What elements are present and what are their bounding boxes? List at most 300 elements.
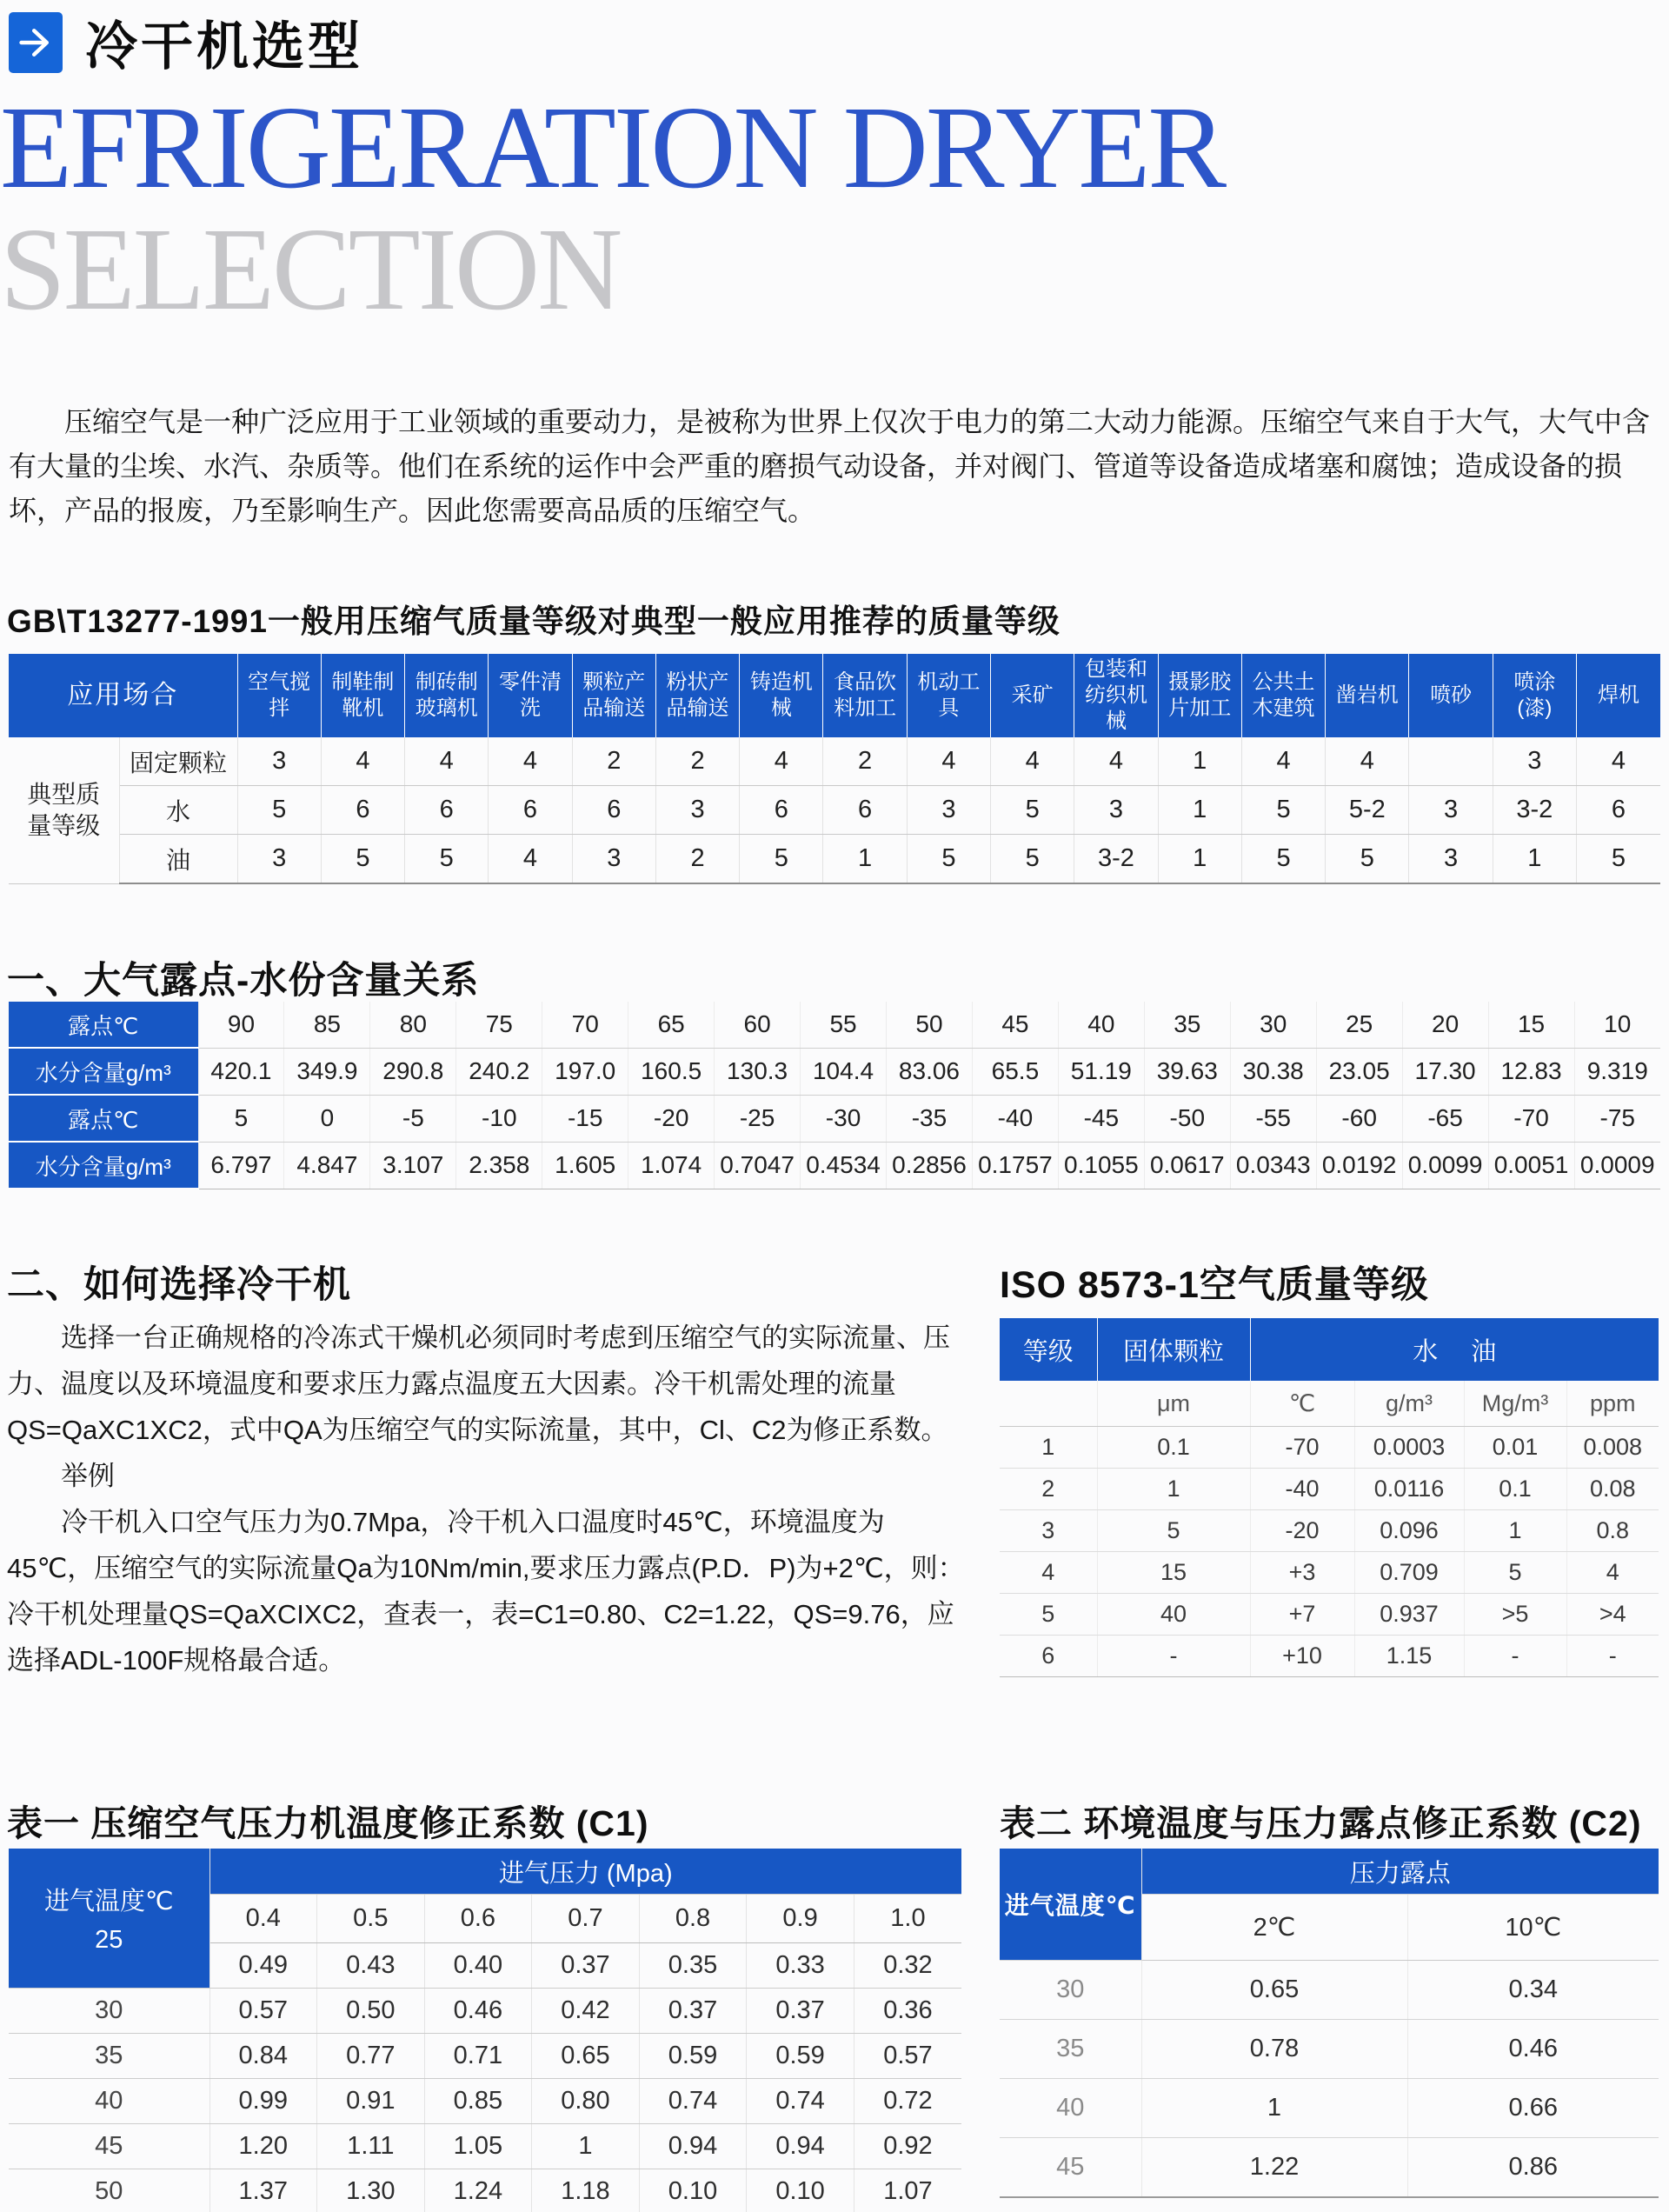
iso-subheader-cell: Mg/m³ <box>1464 1381 1566 1427</box>
page-title: 冷干机选型 <box>85 17 363 76</box>
gb-value-cell: 3 <box>237 835 321 884</box>
dew-value-cell: 0.4534 <box>801 1142 887 1189</box>
c1-table-row <box>9 2124 961 2169</box>
c1-value-cell: 0.74 <box>639 2079 747 2124</box>
c1-value-cell: 0.91 <box>317 2079 425 2124</box>
gb-column-header: 零件清洗 <box>489 654 572 737</box>
gb-value-cell: 3 <box>1409 835 1493 884</box>
iso-value-cell: - <box>1464 1636 1566 1677</box>
gb-value-cell: 4 <box>489 835 572 884</box>
gb-value-cell: 5 <box>1241 786 1325 835</box>
dew-value-cell: 0.0009 <box>1574 1142 1660 1189</box>
iso-value-cell: 0.937 <box>1354 1594 1464 1636</box>
c1-value-cell: 0.94 <box>639 2124 747 2169</box>
c1-value-cell: 0.32 <box>854 1943 961 1989</box>
iso-table-row <box>1000 1469 1659 1510</box>
dew-value-cell: 5 <box>198 1095 284 1142</box>
iso-value-cell: >5 <box>1464 1594 1566 1636</box>
dew-point-table <box>9 1002 1660 1189</box>
dew-value-cell: 0.1757 <box>972 1142 1058 1189</box>
iso-value-cell: +7 <box>1250 1594 1354 1636</box>
iso-value-cell: 0.709 <box>1354 1552 1464 1594</box>
dew-value-cell: 25 <box>1316 1002 1402 1048</box>
iso-value-cell: 0.8 <box>1566 1510 1659 1552</box>
c1-value-cell: 1.20 <box>209 2124 317 2169</box>
gb-value-cell: 2 <box>655 737 739 786</box>
gb-value-cell: 4 <box>1241 737 1325 786</box>
iso-value-cell: 1 <box>1464 1510 1566 1552</box>
iso-value-cell: -70 <box>1250 1427 1354 1469</box>
iso-subheader-row <box>1000 1381 1659 1427</box>
gb-column-header: 摄影胶片加工 <box>1158 654 1241 737</box>
c1-value-cell: 1.07 <box>854 2169 961 2212</box>
dew-value-cell: 1.605 <box>542 1142 628 1189</box>
c1-value-cell: 0.84 <box>209 2034 317 2079</box>
dew-value-cell: 1.074 <box>628 1142 715 1189</box>
dew-value-cell: -15 <box>542 1095 628 1142</box>
iso-subheader-cell: μm <box>1097 1381 1250 1427</box>
c1-value-cell: 0.59 <box>639 2034 747 2079</box>
dew-value-cell: -10 <box>456 1095 542 1142</box>
dew-value-cell: 0 <box>284 1095 370 1142</box>
c1-value-cell: 0.72 <box>854 2079 961 2124</box>
dew-value-cell: 90 <box>198 1002 284 1048</box>
iso-water-oil-header: 水 油 <box>1250 1318 1659 1381</box>
iso-particles-header: 固体颗粒 <box>1097 1318 1250 1381</box>
dew-value-cell: -30 <box>801 1095 887 1142</box>
c1-value-cell: 1.18 <box>532 2169 640 2212</box>
gb-value-cell: 6 <box>740 786 823 835</box>
gb-value-cell: 3 <box>237 737 321 786</box>
gb-column-header: 空气搅拌 <box>237 654 321 737</box>
gb-table-title: GB\T13277-1991一般用压缩气质量等级对典型一般应用推荐的质量等级 <box>7 603 1061 639</box>
dew-value-cell: -55 <box>1230 1095 1316 1142</box>
gb-value-cell: 4 <box>1577 737 1661 786</box>
gb-value-cell: 6 <box>489 786 572 835</box>
gb-value-cell: 5 <box>321 835 404 884</box>
dew-value-cell: 6.797 <box>198 1142 284 1189</box>
gb-column-header: 包装和纺织机械 <box>1074 654 1158 737</box>
iso-value-cell: - <box>1097 1636 1250 1677</box>
c1-table-row <box>9 2034 961 2079</box>
c1-value-cell: 0.59 <box>747 2034 854 2079</box>
dew-value-cell: 130.3 <box>715 1048 801 1095</box>
gb-value-cell: 6 <box>1577 786 1661 835</box>
gb-value-cell: 3-2 <box>1074 835 1158 884</box>
gb-table-row <box>9 835 1660 884</box>
gb-value-cell: 3 <box>572 835 655 884</box>
c2-value-cell: 0.65 <box>1141 1961 1407 2020</box>
c1-value-cell: 0.10 <box>639 2169 747 2212</box>
dew-value-cell: 15 <box>1488 1002 1574 1048</box>
dew-value-cell: 23.05 <box>1316 1048 1402 1095</box>
c1-pressure-cell: 0.7 <box>532 1895 640 1943</box>
c1-value-cell: 0.50 <box>317 1989 425 2034</box>
c1-value-cell: 0.99 <box>209 2079 317 2124</box>
dew-value-cell: 10 <box>1574 1002 1660 1048</box>
iso-value-cell: 0.096 <box>1354 1510 1464 1552</box>
c1-value-cell: 0.74 <box>747 2079 854 2124</box>
c2-subheader-cell: 2℃ <box>1141 1895 1407 1961</box>
gb-value-cell: 5 <box>1241 835 1325 884</box>
iso-air-quality-table <box>1000 1318 1659 1677</box>
iso-value-cell: 0.0116 <box>1354 1469 1464 1510</box>
c2-row-label: 35 <box>1000 2020 1141 2079</box>
c2-table-row <box>1000 1961 1659 2020</box>
gb-value-cell: 5-2 <box>1326 786 1409 835</box>
c1-row-label: 40 <box>9 2079 209 2124</box>
c2-dewpoint-header: 压力露点 <box>1141 1849 1659 1895</box>
c1-value-cell: 0.33 <box>747 1943 854 1989</box>
gb-value-cell: 6 <box>572 786 655 835</box>
dew-value-cell: -5 <box>370 1095 456 1142</box>
dew-value-cell: 17.30 <box>1402 1048 1488 1095</box>
iso-table-row <box>1000 1510 1659 1552</box>
dew-value-cell: -70 <box>1488 1095 1574 1142</box>
gb-value-cell: 4 <box>907 737 990 786</box>
section2-text <box>7 1315 970 1683</box>
iso-value-cell: - <box>1566 1636 1659 1677</box>
dew-value-cell: 51.19 <box>1058 1048 1144 1095</box>
dew-value-cell: 240.2 <box>456 1048 542 1095</box>
c2-value-cell: 0.86 <box>1407 2138 1659 2198</box>
c1-value-cell: 0.43 <box>317 1943 425 1989</box>
c1-value-cell: 0.35 <box>639 1943 747 1989</box>
gb-column-header: 焊机 <box>1577 654 1661 737</box>
dew-value-cell: 83.06 <box>887 1048 973 1095</box>
gb-column-header: 凿岩机 <box>1326 654 1409 737</box>
c1-value-cell: 0.77 <box>317 2034 425 2079</box>
dew-value-cell: 3.107 <box>370 1142 456 1189</box>
gb-column-header: 食品饮料加工 <box>823 654 907 737</box>
gb-corner-header: 应用场合 <box>9 654 237 737</box>
dew-value-cell: 4.847 <box>284 1142 370 1189</box>
iso-table-row <box>1000 1552 1659 1594</box>
c1-value-cell: 0.71 <box>424 2034 532 2079</box>
dew-value-cell: 60 <box>715 1002 801 1048</box>
iso-value-cell: 1.15 <box>1354 1636 1464 1677</box>
c2-table-row <box>1000 2020 1659 2079</box>
c2-value-cell: 0.66 <box>1407 2079 1659 2138</box>
iso-value-cell: 0.0003 <box>1354 1427 1464 1469</box>
dew-value-cell: 65 <box>628 1002 715 1048</box>
c2-value-cell: 0.34 <box>1407 1961 1659 2020</box>
c1-corner-value: 25 <box>95 1926 123 1954</box>
dew-value-cell: 30 <box>1230 1002 1316 1048</box>
gb-value-cell: 1 <box>1158 737 1241 786</box>
dew-value-cell: 0.0099 <box>1402 1142 1488 1189</box>
c1-value-cell: 0.85 <box>424 2079 532 2124</box>
gb-column-header: 公共土木建筑 <box>1241 654 1325 737</box>
c1-value-cell: 1.05 <box>424 2124 532 2169</box>
c1-value-cell: 1.30 <box>317 2169 425 2212</box>
gb-column-header: 颗粒产品输送 <box>572 654 655 737</box>
gb-value-cell: 4 <box>1326 737 1409 786</box>
gb-value-cell: 3 <box>1493 737 1576 786</box>
iso-value-cell: +3 <box>1250 1552 1354 1594</box>
gb-value-cell: 6 <box>405 786 489 835</box>
title-english-line1: EFRIGERATION DRYER <box>0 83 1225 213</box>
gb-column-header: 喷涂(漆) <box>1493 654 1576 737</box>
c2-subheader-cell: 10℃ <box>1407 1895 1659 1961</box>
c1-corner-cell <box>9 1849 209 1989</box>
gb-value-cell: 3-2 <box>1493 786 1576 835</box>
iso-value-cell: 0.008 <box>1566 1427 1659 1469</box>
dew-value-cell: 45 <box>972 1002 1058 1048</box>
iso-value-cell: 6 <box>1000 1636 1097 1677</box>
dew-value-cell: 0.0192 <box>1316 1142 1402 1189</box>
iso-value-cell: 2 <box>1000 1469 1097 1510</box>
dew-value-cell: 35 <box>1144 1002 1230 1048</box>
c2-value-cell: 1.22 <box>1141 2138 1407 2198</box>
iso-value-cell: 1 <box>1000 1427 1097 1469</box>
iso-value-cell: +10 <box>1250 1636 1354 1677</box>
c2-table-row <box>1000 2138 1659 2198</box>
c1-table-row <box>9 2169 961 2212</box>
iso-table-row <box>1000 1636 1659 1677</box>
gb-row-label: 水 <box>119 786 237 835</box>
gb-value-cell: 5 <box>991 786 1074 835</box>
dew-value-cell: 0.0617 <box>1144 1142 1230 1189</box>
arrow-right-icon <box>9 12 63 73</box>
gb-column-header: 粉状产品输送 <box>655 654 739 737</box>
dew-value-cell: -65 <box>1402 1095 1488 1142</box>
c1-row-label: 30 <box>9 1989 209 2034</box>
gb-value-cell: 2 <box>572 737 655 786</box>
c1-value-cell: 1.11 <box>317 2124 425 2169</box>
c1-value-cell: 0.57 <box>209 1989 317 2034</box>
c1-value-cell: 0.92 <box>854 2124 961 2169</box>
dew-value-cell: 0.1055 <box>1058 1142 1144 1189</box>
iso-value-cell: -40 <box>1250 1469 1354 1510</box>
iso-value-cell: 0.01 <box>1464 1427 1566 1469</box>
dew-value-cell: 80 <box>370 1002 456 1048</box>
c1-value-cell: 0.36 <box>854 1989 961 2034</box>
gb-table-row <box>9 737 1660 786</box>
iso-table-row <box>1000 1594 1659 1636</box>
gb-column-header: 铸造机械 <box>740 654 823 737</box>
iso-value-cell: 4 <box>1000 1552 1097 1594</box>
iso-value-cell: 1 <box>1097 1469 1250 1510</box>
gb-value-cell: 4 <box>405 737 489 786</box>
iso-value-cell: 5 <box>1097 1510 1250 1552</box>
c1-value-cell: 0.57 <box>854 2034 961 2079</box>
c1-value-cell: 0.37 <box>639 1989 747 2034</box>
c1-row-label: 35 <box>9 2034 209 2079</box>
iso-value-cell: 3 <box>1000 1510 1097 1552</box>
c2-row-label: 40 <box>1000 2079 1141 2138</box>
selection-paragraph-3: 冷干机入口空气压力为0.7Mpa，冷干机入口温度时45℃，环境温度为45℃，压缩空气的实际流量Qa为10Nm/min,要求压力露点(P.D．P)为+2℃，则：冷干机处理量QS=QaXCIXC2，查表一，表=C1=0.80、C2=1.22，QS=9.76，应选择ADL-100F规格最合适。 <box>7 1507 965 1676</box>
gb-value-cell: 3 <box>1074 786 1158 835</box>
iso-subheader-cell: g/m³ <box>1354 1381 1464 1427</box>
c1-pressure-cell: 0.9 <box>747 1895 854 1943</box>
c2-correction-table <box>1000 1849 1659 2198</box>
dew-value-cell: 160.5 <box>628 1048 715 1095</box>
dew-value-cell: 0.7047 <box>715 1142 801 1189</box>
c2-table-row <box>1000 2079 1659 2138</box>
gb-value-cell: 3 <box>907 786 990 835</box>
gb-row-label: 油 <box>119 835 237 884</box>
c2-value-cell: 0.78 <box>1141 2020 1407 2079</box>
c1-corner-label: 进气温度℃ <box>43 1888 174 1916</box>
gb-value-cell: 5 <box>991 835 1074 884</box>
gb-column-header: 喷砂 <box>1409 654 1493 737</box>
section2-title: 二、如何选择冷干机 <box>7 1264 351 1306</box>
gb-value-cell: 5 <box>740 835 823 884</box>
table2-title: 表二 环境温度与压力露点修正系数 (C2) <box>1000 1803 1642 1843</box>
dew-value-cell: 30.38 <box>1230 1048 1316 1095</box>
c2-corner-cell: 进气温度℃ <box>1000 1849 1141 1961</box>
c1-value-cell: 1 <box>532 2124 640 2169</box>
gb-column-header: 机动工具 <box>907 654 990 737</box>
gb-value-cell: 3 <box>1409 786 1493 835</box>
gb-value-cell: 1 <box>1158 835 1241 884</box>
dew-value-cell: 85 <box>284 1002 370 1048</box>
dew-value-cell: -20 <box>628 1095 715 1142</box>
c1-value-cell: 0.37 <box>532 1943 640 1989</box>
iso-value-cell: 0.1 <box>1097 1427 1250 1469</box>
dew-value-cell: 290.8 <box>370 1048 456 1095</box>
dew-value-cell: 75 <box>456 1002 542 1048</box>
gb-value-cell: 1 <box>1158 786 1241 835</box>
iso-value-cell: 40 <box>1097 1594 1250 1636</box>
dew-table-row <box>9 1048 1660 1095</box>
iso-table-row <box>1000 1427 1659 1469</box>
c1-pressure-cell: 1.0 <box>854 1895 961 1943</box>
dew-row-label: 水分含量g/m³ <box>9 1048 198 1095</box>
dew-value-cell: 0.0051 <box>1488 1142 1574 1189</box>
dew-value-cell: -60 <box>1316 1095 1402 1142</box>
table1-title: 表一 压缩空气压力机温度修正系数 (C1) <box>7 1803 649 1843</box>
iso-value-cell: >4 <box>1566 1594 1659 1636</box>
gb-value-cell: 6 <box>321 786 404 835</box>
dew-value-cell: 0.0343 <box>1230 1142 1316 1189</box>
gb-value-cell: 5 <box>1577 835 1661 884</box>
title-english-line2: SELECTION <box>0 204 621 335</box>
c2-value-cell: 1 <box>1141 2079 1407 2138</box>
gb-value-cell: 4 <box>321 737 404 786</box>
dew-value-cell: 197.0 <box>542 1048 628 1095</box>
dew-value-cell: 12.83 <box>1488 1048 1574 1095</box>
c1-row-label: 50 <box>9 2169 209 2212</box>
c1-value-cell: 0.94 <box>747 2124 854 2169</box>
dew-value-cell: 65.5 <box>972 1048 1058 1095</box>
c1-row-label: 45 <box>9 2124 209 2169</box>
dew-value-cell: -40 <box>972 1095 1058 1142</box>
gb-value-cell: 5 <box>405 835 489 884</box>
gb-value-cell: 5 <box>907 835 990 884</box>
intro-paragraph: 压缩空气是一种广泛应用于工业领域的重要动力，是被称为世界上仅次于电力的第二大动力能源。压缩空气来自于大气，大气中含有大量的尘埃、水汽、杂质等。他们在系统的运作中会严重的磨损气动设备，并对阀门、管道等设备造成堵塞和腐蚀；造成设备的损坏，产品的报废，乃至影响生产。因此您需要高品质的压缩空气。 <box>9 406 1651 526</box>
iso-table-title: ISO 8573-1空气质量等级 <box>1000 1264 1429 1306</box>
dew-value-cell: 104.4 <box>801 1048 887 1095</box>
gb-value-cell: 4 <box>1074 737 1158 786</box>
page-header <box>9 5 363 80</box>
c1-table-row <box>9 1989 961 2034</box>
iso-grade-header: 等级 <box>1000 1318 1097 1381</box>
c1-value-cell: 0.10 <box>747 2169 854 2212</box>
selection-paragraph-1: 选择一台正确规格的冷冻式干燥机必须同时考虑到压缩空气的实际流量、压力、温度以及环境温度和要求压力露点温度五大因素。冷干机需处理的流量QS=QaXC1XC2，式中QA为压缩空气的实际流量，其中，Cl、C2为修正系数。 <box>7 1323 950 1445</box>
c1-correction-table <box>9 1849 961 2212</box>
gb-column-header: 制鞋制靴机 <box>321 654 404 737</box>
dew-value-cell: 50 <box>887 1002 973 1048</box>
gb-column-header: 制砖制玻璃机 <box>405 654 489 737</box>
c1-pressure-cell: 0.6 <box>424 1895 532 1943</box>
c1-value-cell: 0.80 <box>532 2079 640 2124</box>
gb-value-cell: 4 <box>991 737 1074 786</box>
iso-subheader-cell: ppm <box>1566 1381 1659 1427</box>
gb-value-cell: 4 <box>740 737 823 786</box>
dew-table-row <box>9 1002 1660 1048</box>
dew-value-cell: 349.9 <box>284 1048 370 1095</box>
gb-value-cell: 4 <box>489 737 572 786</box>
dew-table-row <box>9 1095 1660 1142</box>
gb-value-cell: 6 <box>823 786 907 835</box>
c1-table-row <box>9 2079 961 2124</box>
section1-title: 一、大气露点-水份含量关系 <box>7 960 480 1002</box>
iso-subheader-blank <box>1000 1381 1097 1427</box>
iso-subheader-cell: ℃ <box>1250 1381 1354 1427</box>
c1-value-cell: 1.24 <box>424 2169 532 2212</box>
dew-value-cell: -50 <box>1144 1095 1230 1142</box>
gb-row-label: 固定颗粒 <box>119 737 237 786</box>
c1-pressure-header: 进气压力 (Mpa) <box>209 1849 961 1895</box>
iso-value-cell: 15 <box>1097 1552 1250 1594</box>
iso-value-cell: 0.08 <box>1566 1469 1659 1510</box>
iso-value-cell: 5 <box>1000 1594 1097 1636</box>
gb-table-row <box>9 786 1660 835</box>
selection-paragraph-2: 举例 <box>61 1461 115 1491</box>
c2-row-label: 45 <box>1000 2138 1141 2198</box>
dew-value-cell: 70 <box>542 1002 628 1048</box>
dew-row-label: 露点℃ <box>9 1002 198 1048</box>
c1-pressure-cell: 0.8 <box>639 1895 747 1943</box>
c1-pressure-cell: 0.4 <box>209 1895 317 1943</box>
dew-value-cell: 40 <box>1058 1002 1144 1048</box>
dew-value-cell: -25 <box>715 1095 801 1142</box>
gb-value-cell: 1 <box>1493 835 1576 884</box>
dew-value-cell: 9.319 <box>1574 1048 1660 1095</box>
iso-value-cell: 0.1 <box>1464 1469 1566 1510</box>
gb-value-cell: 2 <box>655 835 739 884</box>
gb-column-header: 采矿 <box>991 654 1074 737</box>
gb-value-cell: 5 <box>1326 835 1409 884</box>
c1-pressure-cell: 0.5 <box>317 1895 425 1943</box>
gb-value-cell: 3 <box>655 786 739 835</box>
gb-value-cell: 5 <box>237 786 321 835</box>
gb-row-group-label: 典型质量等级 <box>9 737 119 883</box>
c2-value-cell: 0.46 <box>1407 2020 1659 2079</box>
c1-value-cell: 0.40 <box>424 1943 532 1989</box>
dew-value-cell: -35 <box>887 1095 973 1142</box>
dew-value-cell: 39.63 <box>1144 1048 1230 1095</box>
dew-value-cell: 55 <box>801 1002 887 1048</box>
iso-value-cell: 4 <box>1566 1552 1659 1594</box>
iso-value-cell: 5 <box>1464 1552 1566 1594</box>
iso-value-cell: -20 <box>1250 1510 1354 1552</box>
gb-value-cell <box>1409 737 1493 786</box>
dew-value-cell: 2.358 <box>456 1142 542 1189</box>
dew-row-label: 露点℃ <box>9 1095 198 1142</box>
dew-value-cell: -45 <box>1058 1095 1144 1142</box>
dew-value-cell: 420.1 <box>198 1048 284 1095</box>
c1-value-cell: 1.37 <box>209 2169 317 2212</box>
dew-value-cell: -75 <box>1574 1095 1660 1142</box>
c1-value-cell: 0.46 <box>424 1989 532 2034</box>
dew-value-cell: 20 <box>1402 1002 1488 1048</box>
gb-value-cell: 2 <box>823 737 907 786</box>
dew-value-cell: 0.2856 <box>887 1142 973 1189</box>
c1-value-cell: 0.37 <box>747 1989 854 2034</box>
